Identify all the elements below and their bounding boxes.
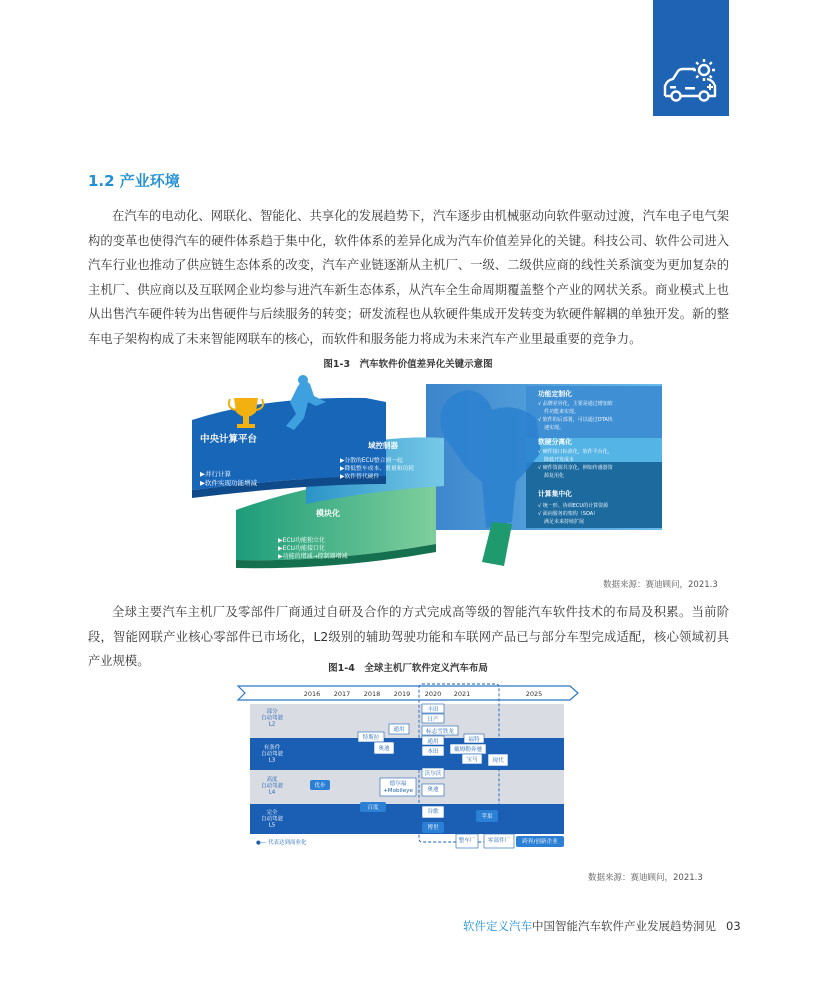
domain-item: ▶分散的ECU整合到一起 [340,458,403,464]
page-footer [463,918,741,934]
figure-2-caption: 图1-4 全球主机厂软件定义汽车布局 [328,663,488,674]
central-title: 中央计算平台 [200,434,258,445]
figure-1 [186,372,662,570]
company-tag: 零部件厂 [487,838,511,844]
figure-1-caption: 图1-3 汽车软件价值差异化关键示意图 [323,359,493,370]
right-block-line: 速实现。 [544,425,565,431]
company-tag: 苹果 [481,814,493,820]
company-tag: 谷歌 [427,809,439,815]
company-tag: 特斯拉 [362,735,380,741]
paragraph-1: 在汽车的电动化、网联化、智能化、共享化的发展趋势下，汽车逐步由机械驱动向软件驱动过渡，汽车电子电气架构的变革也使得汽车的硬件体系趋于集中化，软件体系的差异化成为汽车价值差异化的关键。科技公司、软件公司进入汽车行业也推动了供应链生态体系的改变，汽车产业链逐渐从主机厂、一级、二级供应商的线性关系演变为更加复杂的主机厂、供应商以及互联网企业均参与进汽车新生态体系，从汽车全生命周期覆盖整个产业的网状关系。商业模式上也从出售汽车硬件转为出售硬件与后续服务的转变；研发流程也从软硬件集成开发转变为软硬件解耦的单独开发。新的整车电子架构构成了未来智能网联车的核心，而软件和服务能力将成为未来汽车产业里最重要的竞争力。 [88,209,729,346]
domain-item: ▶降低整车成本、重量和功耗 [340,466,415,472]
figure-2-graphic [236,682,580,854]
level-label: 完全自动驾驶 L5 [260,810,284,829]
year-label: 2020 [424,690,442,698]
year-label: 2021 [453,690,471,698]
module-item: ▶功能的增减→控制器增减 [278,553,348,560]
right-block-line: 降低开发成本 [544,457,575,463]
central-item: ▶软件实现功能增减 [200,479,257,487]
company-tag: 奥迪 [427,787,439,793]
section-title: 1.2 产业环境 [88,172,180,190]
company-tag: 整车厂 [458,838,476,844]
module-item: ▶ECU功能独立化 [278,537,325,544]
company-tag: 标志雪铁龙 [426,729,454,735]
right-block-title: 软硬分离化 [538,438,572,446]
figure-2-source: 数据来源：赛迪顾问，2021.3 [588,873,703,883]
right-block-line: √ 硬件接口标准化，软件平台化， [538,449,613,455]
year-label: 2019 [393,690,411,698]
company-tag: 跨界/创新企业 [522,839,558,845]
level-label: 部分自动驾驶 L2 [260,709,284,728]
right-block-line: √ 软件的后部署，可以通过OTA快 [538,417,613,423]
module-item: ▶ECU功能接口化 [278,545,325,552]
domain-title: 域控制器 [368,441,398,450]
right-block-line: √ 面向服务的架构（SOA） [538,511,599,517]
level-label: 有条件自动驾驶 L3 [260,745,284,764]
right-block-title: 功能定制化 [538,390,572,398]
company-tag: 现代 [492,758,504,764]
company-tag: 德尔福+Mobileye [383,781,413,794]
figure-1-graphic [186,372,662,570]
paragraph-2: 全球主要汽车主机厂及零部件厂商通过自研及合作的方式完成高等级的智能汽车软件技术的布局及积累。当前阶段，智能网联产业核心零部件已市场化，L2级别的辅助驾驶功能和车联网产品已与部分车型完成适配，核心领域初具产业规模。 [88,605,729,668]
right-block-line: √ 硬件资源共享化，例如传感器资 [538,465,613,471]
right-block-line: √ 品牌差异化，主要是通过增加软 [538,401,613,407]
figure-2-legend: ●— 代表达到商业化 [256,840,307,846]
module-title: 模块化 [316,509,340,518]
footer-brand: 软件定义汽车 [463,919,532,933]
car-gear-icon [661,56,719,108]
company-tag: 通用 [427,739,439,745]
right-block-line: 源复用化 [544,473,565,479]
year-label: 2017 [333,690,351,698]
central-item: ▶并行计算 [200,470,231,478]
figure-2 [236,682,580,854]
right-block-line: 满足未来持续扩展 [544,519,585,525]
company-tag: 本田 [427,749,439,755]
company-tag: 博世 [427,825,439,831]
company-tag: 日产 [427,717,439,723]
right-block-line: √ 统一形、协调ECU的计算资源 [538,503,609,509]
company-tag: 福特 [468,737,480,743]
company-tag: 宝马 [466,757,478,763]
right-block-line: 件功能来实现。 [544,409,580,415]
company-tag: 戴姆勒奔驰 [454,747,482,753]
corner-badge [653,0,729,116]
year-label: 2018 [363,690,381,698]
page-number: 03 [726,919,741,933]
company-tag: 奥迪 [378,746,390,752]
company-tag: 沃尔沃 [424,771,442,777]
figure-1-source: 数据来源：赛迪顾问，2021.3 [603,580,718,590]
year-label: 2025 [525,690,543,698]
company-tag: 百度 [367,805,379,811]
right-block-title: 计算集中化 [538,490,572,498]
company-tag: 优步 [314,783,326,789]
domain-item: ▶软件替代硬件 [340,474,380,480]
company-tag: 丰田 [427,707,439,713]
company-tag: 通用 [393,727,405,733]
footer-title: 中国智能汽车软件产业发展趋势洞见 [532,919,716,933]
level-label: 高度自动驾驶 L4 [260,777,284,796]
year-label: 2016 [303,690,321,698]
